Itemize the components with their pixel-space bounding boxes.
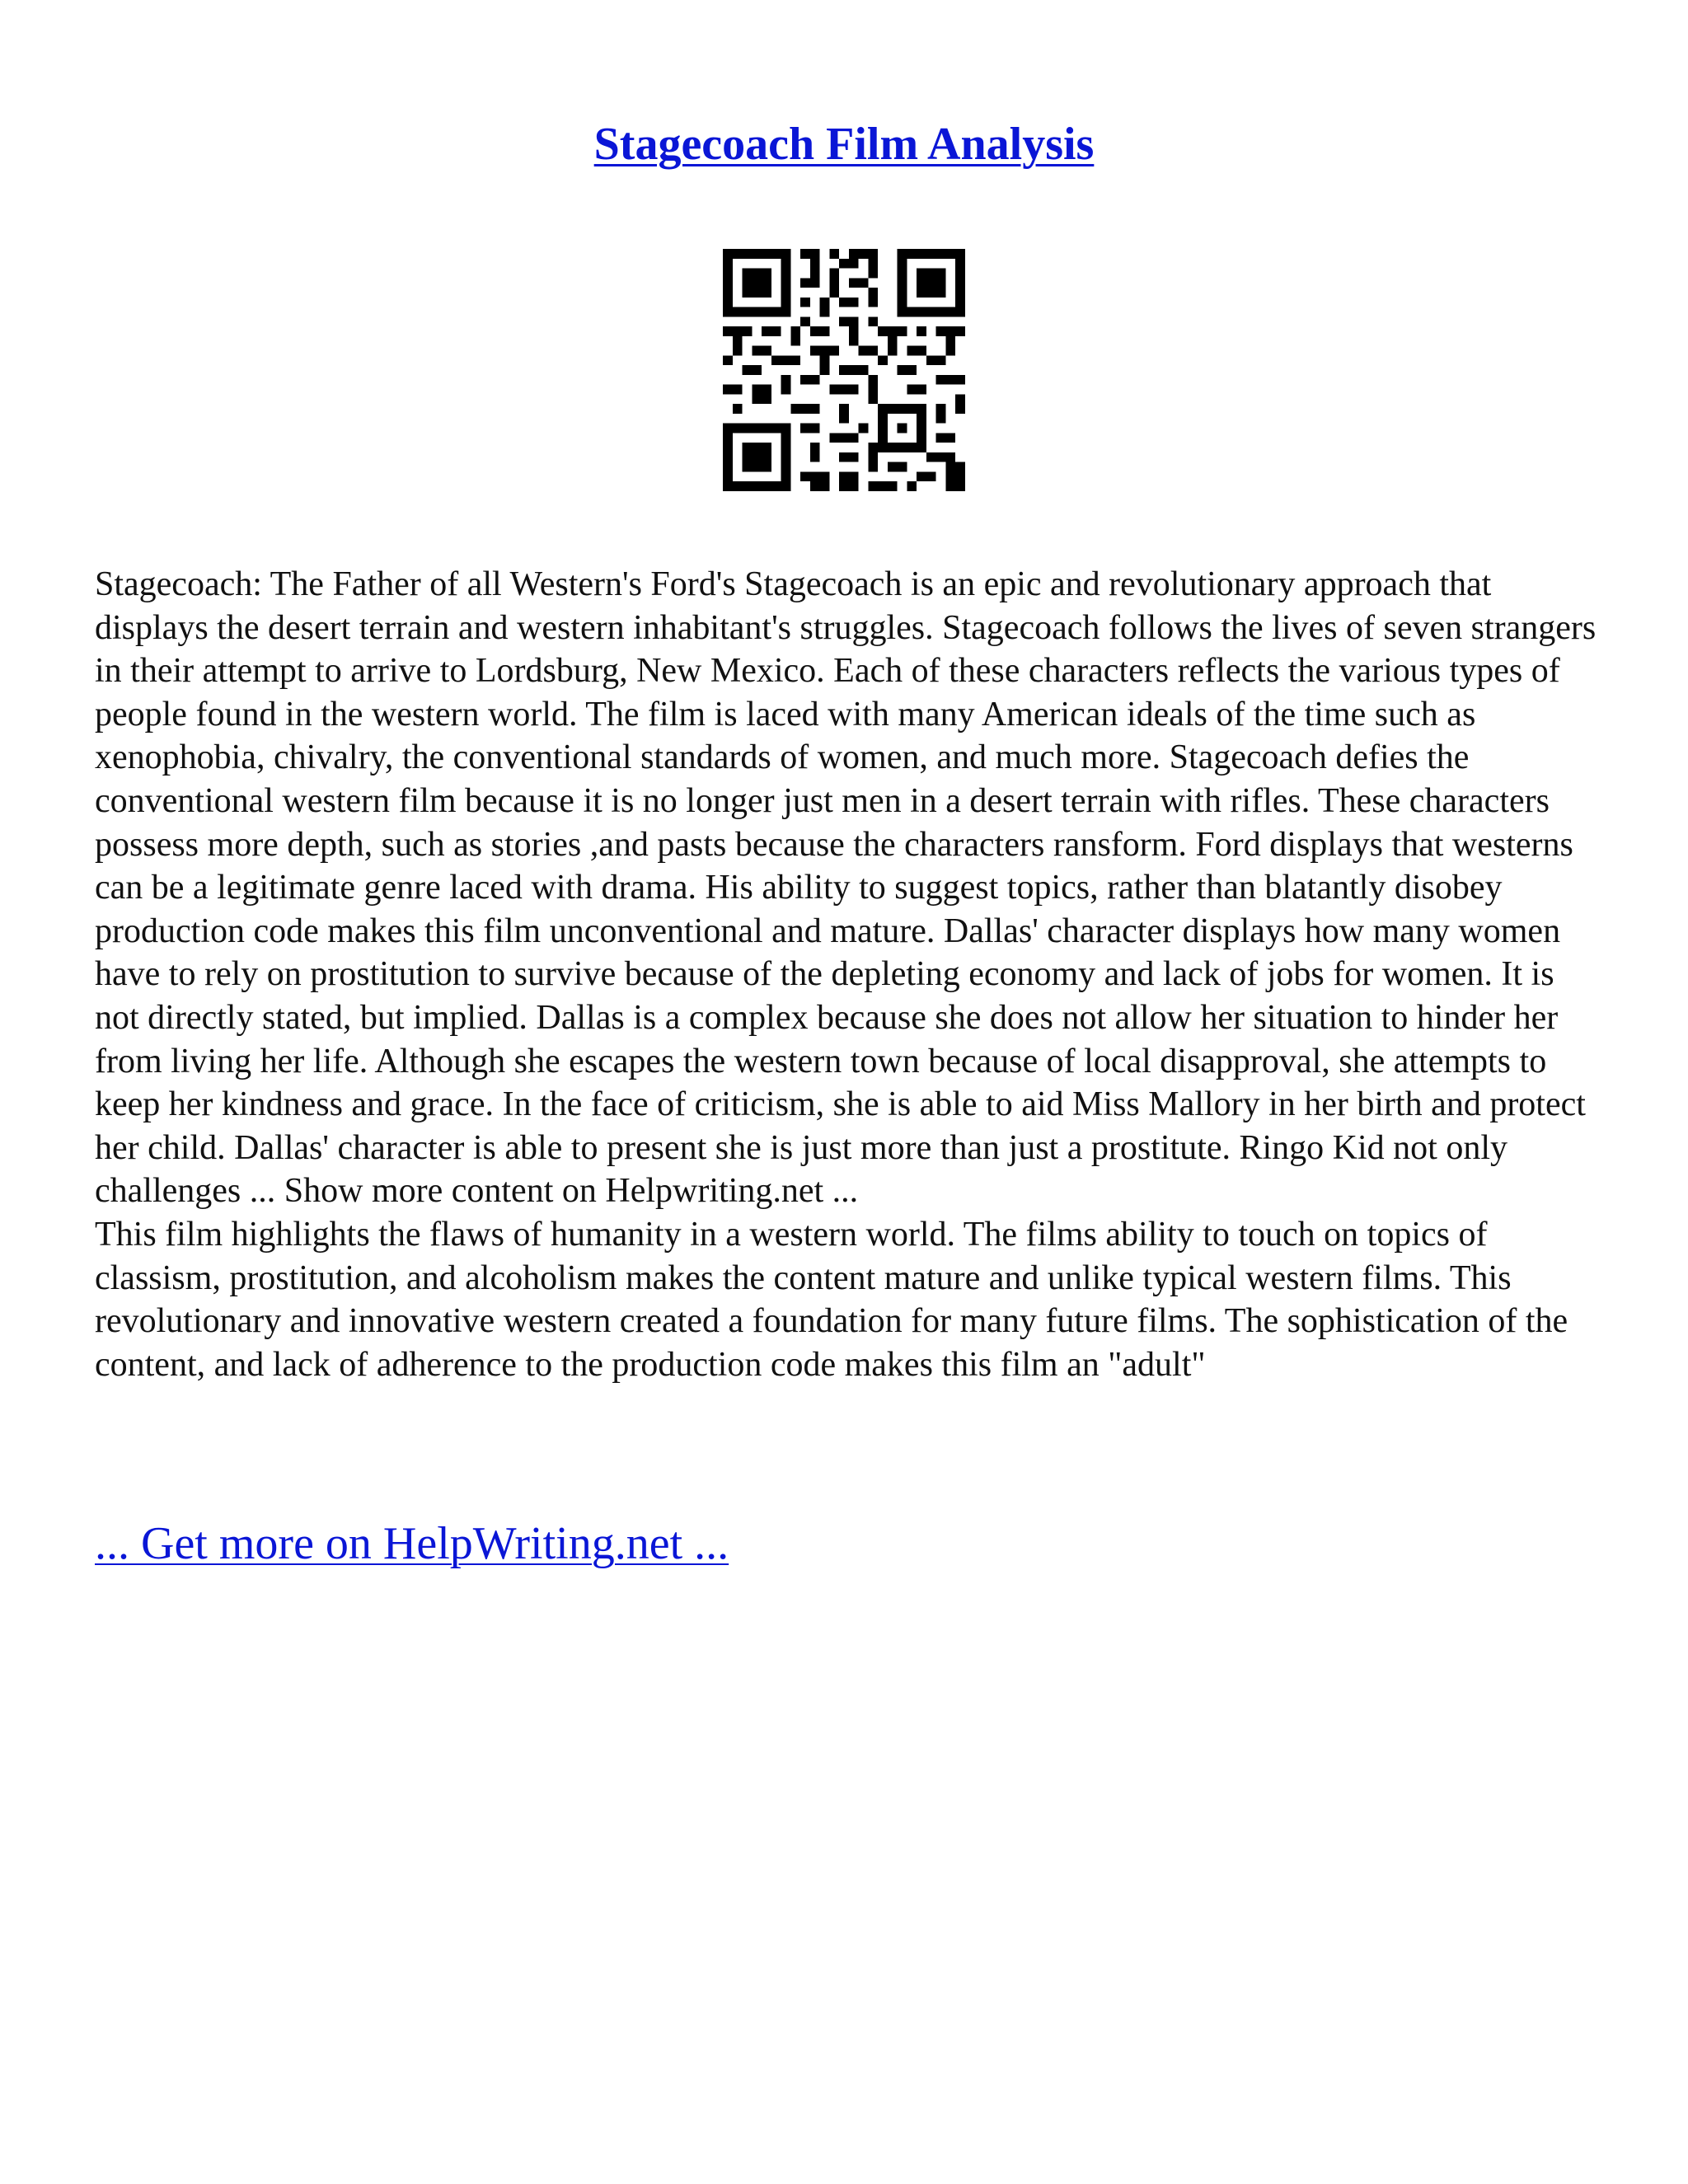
title-link[interactable]: Stagecoach Film Analysis bbox=[593, 119, 1095, 170]
article-body bbox=[95, 563, 1603, 1386]
get-more-link-container bbox=[95, 1515, 729, 1572]
paragraph: This film highlights the flaws of humanity in a western world. The films ability to touch on topics of classism, prostitution, and alcoholism makes the content mature and unlike typical western films. This revolutionary and innovative western created a foundation for many future films. The sophistication of the content, and lack of adherence to the production code makes this film an "adult" bbox=[95, 1215, 1568, 1384]
page-title bbox=[0, 115, 1688, 173]
get-more-link[interactable]: ... Get more on HelpWriting.net ... bbox=[95, 1518, 729, 1569]
paragraph: Stagecoach: The Father of all Western's Ford's Stagecoach is an epic and revolutionary approach that displays the desert terrain and western inhabitant's struggles. Stagecoach follows the lives of seven strangers in their attempt to arrive to Lordsburg, New Mexico. Each of these characters reflects the various types of people found in the western world. The film is laced with many American ideals of the time such as xenophobia, chivalry, the conventional standards of women, and much more. Stagecoach defies the conventional western film because it is no longer just men in a desert terrain with rifles. These characters possess more depth, such as stories ,and pasts because the characters ransform. Ford displays that westerns can be a legitimate genre laced with drama. His ability to suggest topics, rather than blatantly disobey production code makes this film unconventional and mature. Dallas' character displays how many women have to rely on prostitution to survive because of the depleting economy and lack of jobs for women. It is not directly stated, but implied. Dallas is a complex because she does not allow her situation to hinder her from living her life. Although she escapes the western town because of local disapproval, she attempts to keep her kindness and grace. In the face of criticism, she is able to aid Miss Mallory in her birth and protect her child. Dallas' character is able to present she is just more than just a prostitute. Ringo Kid not only challenges ... Show more content on Helpwriting.net ... bbox=[95, 565, 1597, 1211]
qr-code-icon bbox=[723, 249, 965, 491]
